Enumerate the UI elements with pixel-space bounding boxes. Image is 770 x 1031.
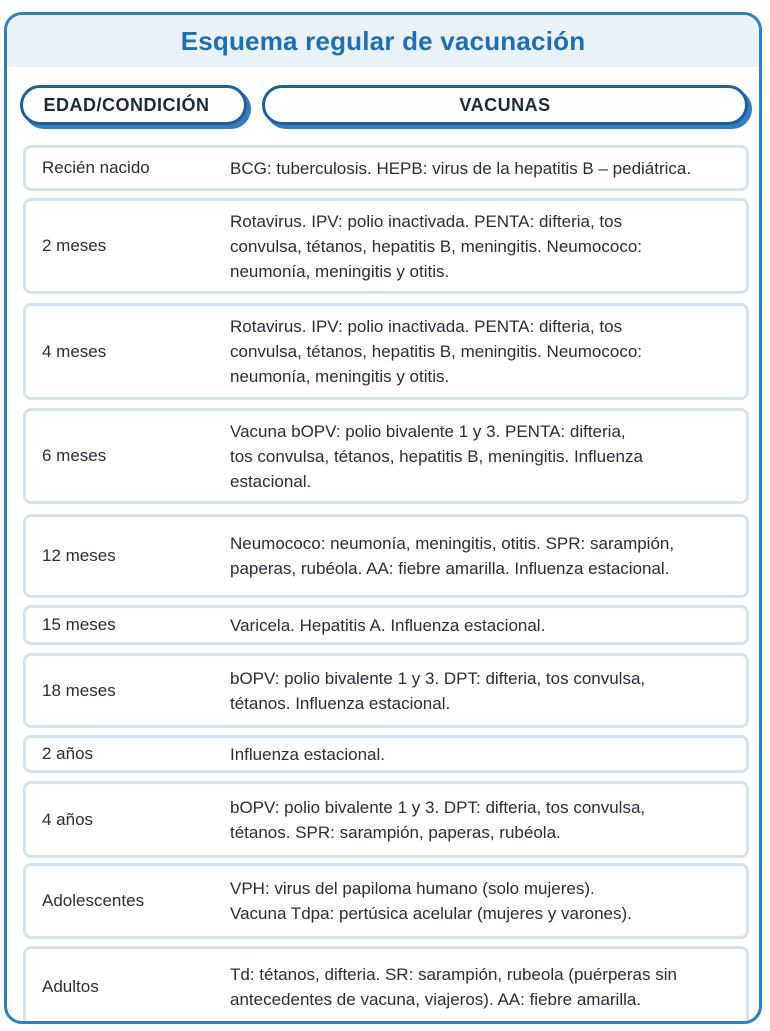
vaccines-cell (230, 962, 746, 1012)
vaccine-line: antecedentes de vacuna, viajeros). AA: fiebre amarilla. (230, 990, 642, 1009)
age-cell: 18 meses (42, 680, 116, 700)
vaccine-line: bOPV: polio bivalente 1 y 3. DPT: difteria, tos convulsa, (230, 797, 646, 817)
vaccines-cell (230, 795, 746, 845)
vaccine-line: convulsa, tétanos, hepatitis B, meningitis. Neumococo: (230, 236, 642, 256)
vaccine-line: Vacuna bOPV: polio bivalente 1 y 3. PENTA: difteria, (230, 421, 626, 441)
header-age: EDAD/CONDICIÓN (20, 85, 247, 125)
vaccine-line: Varicela. Hepatitis A. Influenza estacional. (230, 615, 546, 635)
table-row (23, 946, 749, 1024)
age-cell: 6 meses (42, 446, 107, 465)
header-vaccines: VACUNAS (262, 85, 748, 125)
age-cell: 4 meses (42, 341, 107, 361)
vaccine-line: convulsa, tétanos, hepatitis B, meningitis. Neumococo: (230, 342, 642, 361)
vaccine-line: Rotavirus. IPV: polio inactivada. PENTA: difteria, tos (230, 211, 623, 231)
vaccine-line: VPH: virus del papiloma humano (solo mujeres). (230, 879, 595, 898)
title-band (7, 15, 759, 67)
table-row (23, 514, 749, 598)
age-cell: Adolescentes (42, 891, 145, 910)
vaccine-line: neumonía, meningitis y otitis. (230, 367, 450, 386)
vaccines-cell (230, 613, 746, 638)
vaccine-line: tétanos. SPR: sarampión, paperas, rubéola. (230, 822, 561, 842)
table-row (23, 145, 749, 191)
table-row (23, 605, 749, 645)
vaccine-line: Neumococo: neumonía, meningitis, otitis. SPR: sarampión, (230, 534, 675, 553)
age-cell: 12 meses (42, 546, 116, 565)
vaccine-line: estacional. (230, 471, 312, 491)
vaccines-cell (230, 419, 746, 494)
vaccines-cell (230, 209, 746, 284)
vaccines-cell (230, 156, 746, 181)
age-cell: Recién nacido (42, 158, 150, 177)
vaccines-cell (230, 314, 746, 389)
age-cell: 2 años (42, 744, 94, 763)
table-row (23, 408, 749, 504)
vaccines-cell (230, 742, 746, 767)
vaccines-cell (230, 531, 746, 581)
vaccine-line: paperas, rubéola. AA: fiebre amarilla. Influenza estacional. (230, 559, 670, 578)
vaccine-line: tos convulsa, tétanos, hepatitis B, meningitis. Influenza (230, 446, 643, 466)
age-cell: 4 años (42, 809, 94, 829)
age-cell: Adultos (42, 977, 99, 996)
vaccination-schedule-card (4, 12, 762, 1024)
table-row (23, 653, 749, 728)
age-cell: 2 meses (42, 236, 107, 255)
vaccine-line: Td: tétanos, difteria. SR: sarampión, rubeola (puérperas sin (230, 965, 677, 984)
table-row (23, 303, 749, 400)
vaccine-line: Influenza estacional. (230, 744, 385, 764)
age-cell: 15 meses (42, 615, 116, 634)
table-row (23, 781, 749, 858)
table-row (23, 863, 749, 939)
vaccines-cell (230, 666, 746, 716)
table-row (23, 735, 749, 773)
vaccine-line: neumonía, meningitis y otitis. (230, 261, 450, 281)
vaccine-line: tétanos. Influenza estacional. (230, 693, 451, 713)
column-headers (20, 85, 746, 129)
vaccine-line: BCG: tuberculosis. HEPB: virus de la hepatitis B – pediátrica. (230, 158, 692, 178)
page-title: Esquema regular de vacunación (180, 25, 586, 56)
vaccine-line: Rotavirus. IPV: polio inactivada. PENTA: difteria, tos (230, 317, 623, 336)
table-row (23, 198, 749, 294)
vaccine-line: bOPV: polio bivalente 1 y 3. DPT: difteria, tos convulsa, (230, 668, 646, 688)
vaccines-cell (230, 876, 746, 926)
vaccine-line: Vacuna Tdpa: pertúsica acelular (mujeres y varones). (230, 904, 632, 923)
